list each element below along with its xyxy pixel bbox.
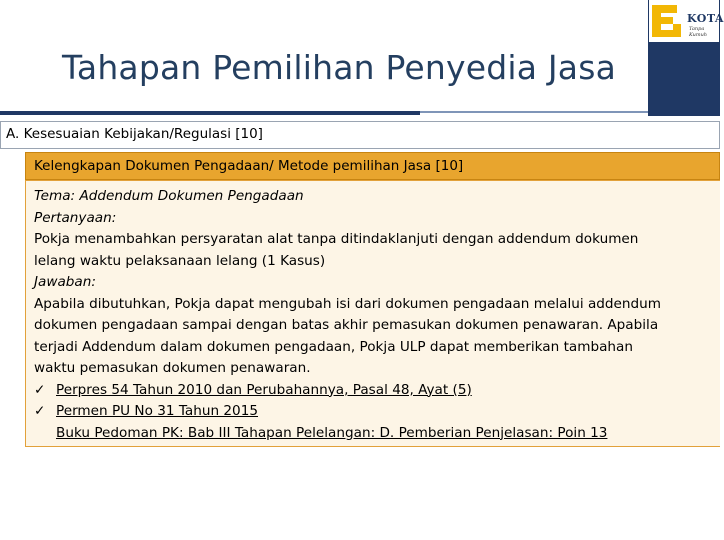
kota-logo-icon — [649, 2, 687, 40]
subsection-label: Kelengkapan Dokumen Pengadaan/ Metode pemilihan Jasa [10] — [34, 158, 464, 174]
content-body — [34, 186, 714, 444]
pertanyaan-label: Pertanyaan: — [34, 209, 117, 226]
title-rule-light — [420, 111, 648, 113]
reference-link[interactable]: Buku Pedoman PK: Bab III Tahapan Pelelangan: D. Pemberian Penjelasan: Poin 13 — [56, 424, 608, 441]
jawaban-line: waktu pemasukan dokumen penawaran. — [34, 360, 311, 376]
logo-sub-text: Tanpa Kumuh — [689, 26, 708, 38]
title-rule — [0, 111, 420, 115]
jawaban-line: Apabila dibutuhkan, Pokja dapat mengubah isi dari dokumen pengadaan melalui addendum — [34, 295, 661, 312]
jawaban-line: dokumen pengadaan sampai dengan batas akhir pemasukan dokumen penawaran. Apabila — [34, 317, 659, 333]
subsection-header — [25, 152, 720, 180]
page-title: Tahapan Pemilihan Penyedia Jasa — [62, 48, 617, 87]
pertanyaan-line: Pokja menambahkan persyaratan alat tanpa ditindaklanjuti dengan addendum dokumen — [34, 231, 639, 247]
pertanyaan-line: lelang waktu pelaksanaan lelang (1 Kasus) — [34, 252, 326, 269]
jawaban-line: terjadi Addendum dalam dokumen pengadaan, Pokja ULP dapat memberikan tambahan — [34, 338, 633, 355]
reference-link[interactable]: Permen PU No 31 Tahun 2015 — [56, 403, 259, 419]
logo — [649, 0, 724, 42]
logo-brand-text: KOTA — [687, 12, 724, 25]
jawaban-label: Jawaban: — [34, 274, 96, 290]
logo-panel — [648, 0, 724, 116]
reference-link[interactable]: Perpres 54 Tahun 2010 dan Perubahannya, Pasal 48, Ayat (5) — [56, 381, 472, 398]
reference-item — [34, 401, 714, 423]
reference-item — [34, 380, 714, 402]
section-label: A. Kesesuaian Kebijakan/Regulasi [10] — [6, 126, 263, 142]
checkmark-icon: ✓ — [34, 381, 46, 398]
tema-text: Tema: Addendum Dokumen Pengadaan — [34, 188, 304, 204]
section-header — [0, 121, 720, 149]
reference-item — [34, 423, 714, 445]
content-panel — [25, 180, 720, 447]
checkmark-icon: ✓ — [34, 403, 46, 419]
